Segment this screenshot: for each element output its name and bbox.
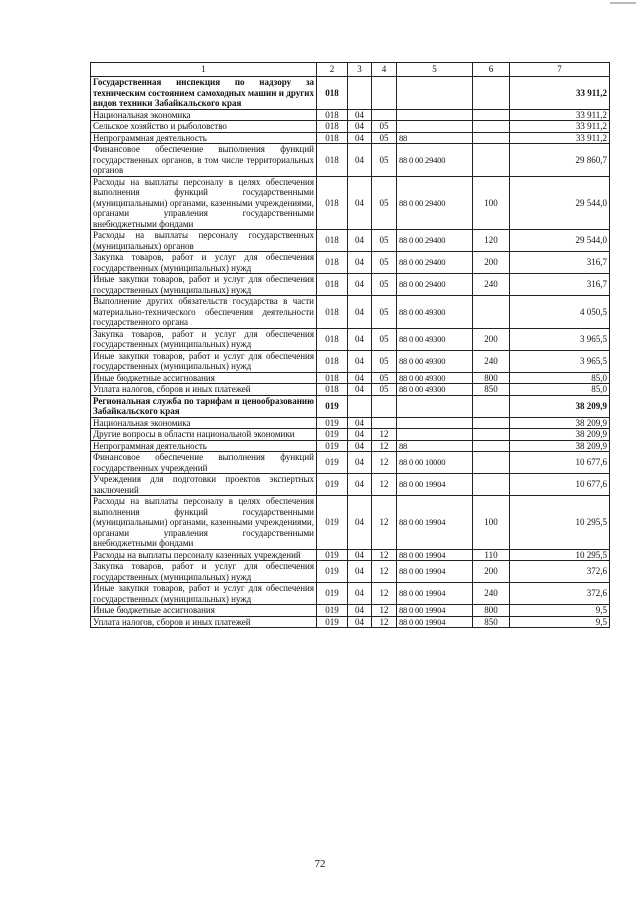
row-name: Национальная экономика [91,109,317,121]
table-body [91,77,610,628]
row-expense-type-code [473,144,510,177]
scan-mark [610,2,636,4]
row-section-code: 04 [348,384,372,396]
table-row [91,296,610,329]
row-section-code: 04 [348,549,372,561]
row-target-code: 88 0 00 49300 [397,328,473,350]
row-expense-type-code [473,296,510,329]
row-amount: 33 911,2 [510,77,610,110]
header-col-6: 6 [473,63,510,77]
row-amount: 29 544,0 [510,176,610,230]
row-amount: 29 544,0 [510,230,610,252]
table-row [91,121,610,133]
row-target-code [397,417,473,429]
row-ministry-code: 018 [317,328,348,350]
row-amount: 10 677,6 [510,452,610,474]
row-amount: 316,7 [510,252,610,274]
table-row [91,328,610,350]
row-section-code: 04 [348,417,372,429]
row-ministry-code: 019 [317,440,348,452]
row-expense-type-code: 200 [473,328,510,350]
row-amount: 372,6 [510,561,610,583]
row-name: Финансовое обеспечение выполнения функций государственных органов, в том числе территориальных органов [91,144,317,177]
row-section-code: 04 [348,583,372,605]
table-row [91,561,610,583]
row-section-code: 04 [348,230,372,252]
row-ministry-code: 018 [317,252,348,274]
row-ministry-code: 019 [317,549,348,561]
row-target-code: 88 0 00 29400 [397,144,473,177]
table-row [91,583,610,605]
row-target-code [397,395,473,417]
row-name: Государственная инспекция по надзору за техническим состоянием самоходных машин и других видов техники Забайкальского края [91,77,317,110]
page-number: 72 [314,858,326,870]
row-expense-type-code: 240 [473,350,510,372]
row-subsection-code: 05 [372,252,397,274]
row-subsection-code: 12 [372,440,397,452]
row-name: Расходы на выплаты персоналу казенных учреждений [91,549,317,561]
row-ministry-code: 019 [317,452,348,474]
row-expense-type-code [473,121,510,133]
table-row [91,77,610,110]
header-col-2: 2 [317,63,348,77]
budget-table [90,62,610,628]
row-expense-type-code: 200 [473,561,510,583]
row-subsection-code: 05 [372,350,397,372]
row-ministry-code: 018 [317,77,348,110]
row-expense-type-code: 240 [473,583,510,605]
row-section-code: 04 [348,109,372,121]
row-section-code: 04 [348,350,372,372]
row-name: Непрограммная деятельность [91,440,317,452]
row-name: Учреждения для подготовки проектов экспертных заключений [91,474,317,496]
row-amount: 38 209,9 [510,429,610,441]
row-target-code: 88 0 00 49300 [397,350,473,372]
row-section-code: 04 [348,274,372,296]
row-ministry-code: 019 [317,429,348,441]
row-ministry-code: 019 [317,605,348,617]
row-subsection-code: 05 [372,121,397,133]
row-subsection-code: 12 [372,474,397,496]
row-subsection-code: 12 [372,561,397,583]
row-amount: 33 911,2 [510,132,610,144]
row-ministry-code: 018 [317,132,348,144]
row-section-code: 04 [348,440,372,452]
row-section-code: 04 [348,328,372,350]
row-name: Закупка товаров, работ и услуг для обеспечения государственных (муниципальных) нужд [91,561,317,583]
header-col-5: 5 [397,63,473,77]
row-target-code [397,77,473,110]
row-name: Закупка товаров, работ и услуг для обеспечения государственных (муниципальных) нужд [91,328,317,350]
header-col-4: 4 [372,63,397,77]
row-section-code: 04 [348,121,372,133]
row-amount: 10 677,6 [510,474,610,496]
header-col-3: 3 [348,63,372,77]
row-name: Региональная служба по тарифам и ценообразованию Забайкальского края [91,395,317,417]
row-name: Иные закупки товаров, работ и услуг для обеспечения государственных (муниципальных) нужд [91,274,317,296]
row-target-code: 88 0 00 19904 [397,605,473,617]
row-subsection-code: 12 [372,496,397,550]
row-subsection-code: 05 [372,296,397,329]
row-ministry-code: 018 [317,230,348,252]
table-row [91,384,610,396]
row-amount: 3 965,5 [510,328,610,350]
row-section-code [348,77,372,110]
row-expense-type-code: 800 [473,372,510,384]
row-ministry-code: 019 [317,616,348,628]
row-amount: 3 965,5 [510,350,610,372]
row-expense-type-code [473,417,510,429]
header-col-7: 7 [510,63,610,77]
row-ministry-code: 018 [317,144,348,177]
table-row [91,474,610,496]
row-ministry-code: 018 [317,121,348,133]
row-ministry-code: 019 [317,474,348,496]
row-ministry-code: 019 [317,561,348,583]
row-section-code: 04 [348,474,372,496]
row-amount: 38 209,9 [510,417,610,429]
table-row [91,144,610,177]
table-row [91,395,610,417]
row-subsection-code [372,395,397,417]
row-section-code: 04 [348,561,372,583]
row-ministry-code: 019 [317,583,348,605]
row-ministry-code: 019 [317,395,348,417]
row-subsection-code: 12 [372,452,397,474]
row-subsection-code: 12 [372,616,397,628]
row-expense-type-code: 120 [473,230,510,252]
row-section-code [348,395,372,417]
row-ministry-code: 019 [317,417,348,429]
table-row [91,176,610,230]
row-amount: 85,0 [510,384,610,396]
row-target-code: 88 0 00 10000 [397,452,473,474]
row-amount: 10 295,5 [510,496,610,550]
row-subsection-code [372,77,397,110]
row-amount: 38 209,9 [510,440,610,452]
row-target-code: 88 0 00 49300 [397,372,473,384]
row-section-code: 04 [348,372,372,384]
row-ministry-code: 019 [317,496,348,550]
row-name: Национальная экономика [91,417,317,429]
row-name: Уплата налогов, сборов и иных платежей [91,616,317,628]
row-subsection-code: 12 [372,429,397,441]
row-amount: 9,5 [510,605,610,617]
row-amount: 38 209,9 [510,395,610,417]
row-target-code: 88 0 00 19904 [397,561,473,583]
table-row [91,616,610,628]
row-target-code [397,429,473,441]
table-row [91,452,610,474]
row-section-code: 04 [348,132,372,144]
row-subsection-code: 05 [372,176,397,230]
row-name: Непрограммная деятельность [91,132,317,144]
row-target-code: 88 0 00 49300 [397,296,473,329]
row-name: Иные закупки товаров, работ и услуг для обеспечения государственных (муниципальных) нужд [91,350,317,372]
row-section-code: 04 [348,452,372,474]
row-ministry-code: 018 [317,350,348,372]
row-subsection-code: 05 [372,144,397,177]
row-ministry-code: 018 [317,372,348,384]
row-name: Выполнение других обязательств государства в части материально-технического обеспечения деятельности государственного органа [91,296,317,329]
table-row [91,605,610,617]
row-name: Расходы на выплаты персоналу в целях обеспечения выполнения функций государственными (муниципальными) органами, казенными учреждениями, органами управления государственными внебюджетными фондами [91,496,317,550]
row-subsection-code: 05 [372,230,397,252]
table-row [91,274,610,296]
row-expense-type-code: 850 [473,384,510,396]
row-subsection-code: 12 [372,549,397,561]
table-row [91,429,610,441]
row-target-code: 88 0 00 19904 [397,496,473,550]
row-section-code: 04 [348,252,372,274]
row-section-code: 04 [348,616,372,628]
row-section-code: 04 [348,605,372,617]
header-row [91,63,610,77]
row-subsection-code [372,109,397,121]
row-section-code: 04 [348,496,372,550]
row-expense-type-code [473,132,510,144]
row-section-code: 04 [348,429,372,441]
row-name: Иные закупки товаров, работ и услуг для обеспечения государственных (муниципальных) нужд [91,583,317,605]
row-target-code: 88 0 00 19904 [397,583,473,605]
table-row [91,230,610,252]
row-amount: 33 911,2 [510,109,610,121]
row-expense-type-code: 800 [473,605,510,617]
row-name: Сельское хозяйство и рыболовство [91,121,317,133]
row-target-code: 88 [397,440,473,452]
table-row [91,440,610,452]
table-row [91,549,610,561]
row-ministry-code: 018 [317,384,348,396]
row-expense-type-code: 200 [473,252,510,274]
row-name: Финансовое обеспечение выполнения функций государственных учреждений [91,452,317,474]
table-row [91,372,610,384]
table-row [91,350,610,372]
row-target-code: 88 0 00 19904 [397,549,473,561]
row-expense-type-code: 100 [473,176,510,230]
row-target-code: 88 0 00 29400 [397,274,473,296]
row-target-code: 88 0 00 19904 [397,474,473,496]
table-row [91,417,610,429]
row-section-code: 04 [348,144,372,177]
row-target-code: 88 0 00 29400 [397,176,473,230]
row-target-code: 88 0 00 29400 [397,252,473,274]
row-expense-type-code [473,429,510,441]
row-target-code: 88 0 00 49300 [397,384,473,396]
table-row [91,496,610,550]
row-ministry-code: 018 [317,109,348,121]
row-expense-type-code [473,395,510,417]
row-name: Уплата налогов, сборов и иных платежей [91,384,317,396]
row-subsection-code: 05 [372,328,397,350]
row-name: Расходы на выплаты персоналу в целях обеспечения выполнения функций государственными (муниципальными) органами, казенными учреждениями, органами управления государственными внебюджетными фондами [91,176,317,230]
row-amount: 29 860,7 [510,144,610,177]
row-expense-type-code: 240 [473,274,510,296]
header-col-1: 1 [91,63,317,77]
row-amount: 316,7 [510,274,610,296]
row-amount: 9,5 [510,616,610,628]
row-target-code: 88 0 00 19904 [397,616,473,628]
row-subsection-code: 05 [372,132,397,144]
row-expense-type-code [473,452,510,474]
row-target-code [397,121,473,133]
row-target-code: 88 0 00 29400 [397,230,473,252]
row-target-code: 88 [397,132,473,144]
row-section-code: 04 [348,176,372,230]
row-amount: 85,0 [510,372,610,384]
row-name: Иные бюджетные ассигнования [91,372,317,384]
row-section-code: 04 [348,296,372,329]
table-row [91,252,610,274]
row-ministry-code: 018 [317,176,348,230]
row-expense-type-code [473,77,510,110]
row-expense-type-code [473,440,510,452]
table-row [91,109,610,121]
row-amount: 372,6 [510,583,610,605]
row-amount: 4 050,5 [510,296,610,329]
row-name: Закупка товаров, работ и услуг для обеспечения государственных (муниципальных) нужд [91,252,317,274]
row-expense-type-code [473,109,510,121]
row-expense-type-code [473,474,510,496]
row-target-code [397,109,473,121]
row-subsection-code: 05 [372,274,397,296]
row-name: Расходы на выплаты персоналу государственных (муниципальных) органов [91,230,317,252]
row-amount: 33 911,2 [510,121,610,133]
row-ministry-code: 018 [317,296,348,329]
row-ministry-code: 018 [317,274,348,296]
row-expense-type-code: 850 [473,616,510,628]
row-subsection-code: 12 [372,605,397,617]
row-subsection-code: 12 [372,583,397,605]
row-name: Другие вопросы в области национальной экономики [91,429,317,441]
row-amount: 10 295,5 [510,549,610,561]
row-subsection-code [372,417,397,429]
row-expense-type-code: 110 [473,549,510,561]
row-name: Иные бюджетные ассигнования [91,605,317,617]
table-row [91,132,610,144]
row-subsection-code: 05 [372,384,397,396]
row-subsection-code: 05 [372,372,397,384]
row-expense-type-code: 100 [473,496,510,550]
